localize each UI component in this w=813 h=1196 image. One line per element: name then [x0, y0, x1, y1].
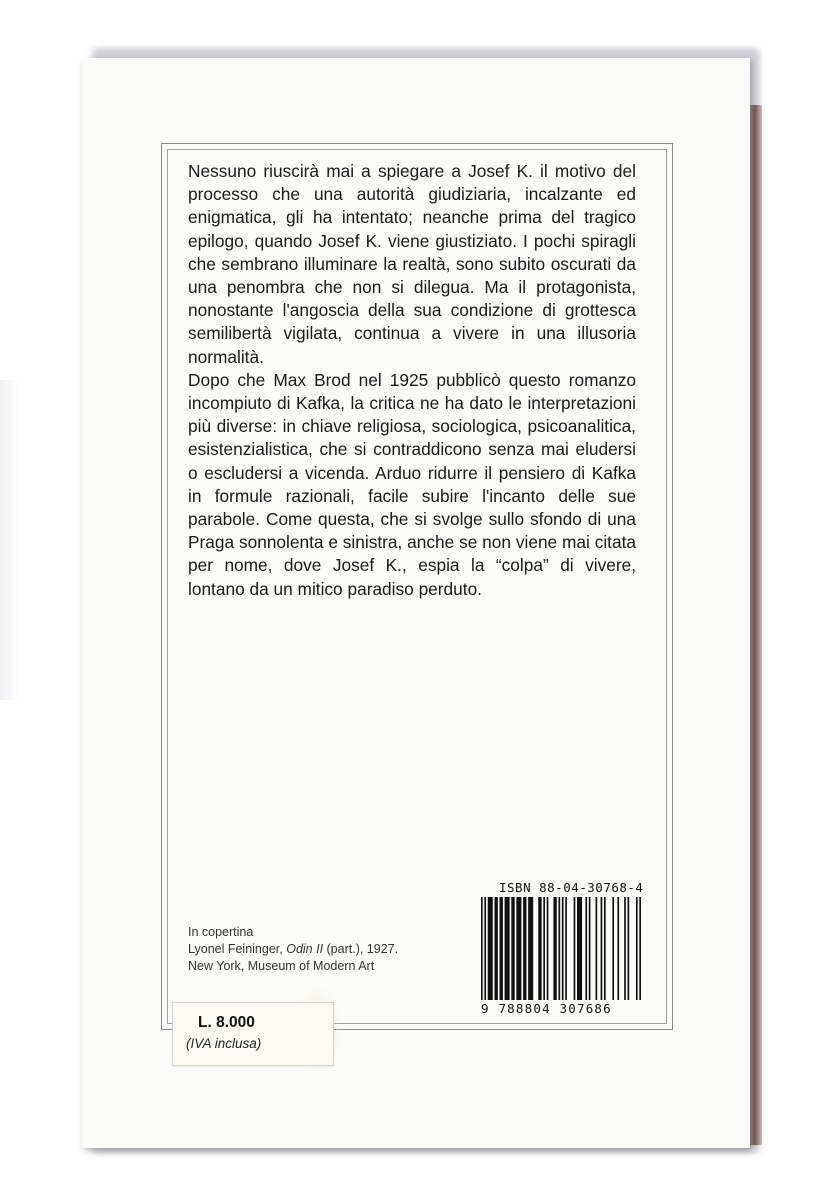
barcode-bar	[624, 897, 626, 1000]
barcode-bar	[612, 897, 614, 1000]
barcode-bar	[494, 897, 497, 1000]
credits-artist: Lyonel Feininger,	[188, 942, 287, 956]
vat-note: (IVA inclusa)	[186, 1036, 262, 1051]
barcode-bar	[617, 897, 619, 1000]
credits-artwork-line	[188, 941, 398, 958]
ean-digits: 9 788804 307686	[481, 1001, 612, 1016]
back-cover-blurb	[188, 160, 636, 601]
barcode-bar	[511, 897, 514, 1000]
barcode-bar	[604, 897, 606, 1000]
barcode-bar	[505, 897, 510, 1000]
barcode-bar	[528, 897, 533, 1000]
book-spine	[748, 105, 762, 1145]
barcode-bar	[516, 897, 521, 1000]
barcode-bar	[547, 897, 549, 1000]
barcode-bar	[565, 897, 567, 1000]
barcode-bar	[577, 897, 582, 1000]
barcode-bar	[585, 897, 587, 1000]
barcode-bar	[639, 897, 641, 1000]
barcode-bar	[553, 897, 556, 1000]
barcode-bar	[481, 897, 483, 1000]
barcode-bar	[589, 897, 591, 1000]
cover-credits	[188, 924, 398, 975]
barcode-bar	[574, 897, 576, 1000]
barcode-bar	[562, 897, 564, 1000]
barcode-bar	[523, 897, 526, 1000]
isbn-label: ISBN 88-04-30768-4	[499, 880, 644, 895]
barcode-bar	[601, 897, 603, 1000]
barcode-bar	[484, 897, 486, 1000]
credits-artwork-suffix: (part.), 1927.	[323, 942, 399, 956]
barcode-bar	[538, 897, 541, 1000]
barcode-bar	[488, 897, 493, 1000]
credits-heading: In copertina	[188, 925, 254, 939]
barcode-bar	[596, 897, 598, 1000]
barcode-bar	[636, 897, 638, 1000]
barcode-bar	[628, 897, 630, 1000]
price-sticker	[172, 1002, 334, 1066]
background-smudge	[0, 380, 20, 700]
credits-location: New York, Museum of Modern Art	[188, 959, 375, 973]
price-amount: L. 8.000	[198, 1014, 255, 1031]
barcode-bar	[500, 897, 503, 1000]
barcode-bar	[543, 897, 545, 1000]
blurb-paragraph-1: Nessuno riuscirà mai a spiegare a Josef K. il motivo del processo che una autorità giudiziaria, incalzante ed enigmatica, gli ha intentato; neanche prima del tragico epilogo, quando Josef K. viene giustiziato. I pochi spiragli che sembrano illuminare la realtà, sono subito oscurati da una penombra che non si dilegua. Ma il protagonista, nonostante l'angoscia della sua condizione di grottesca semilibertà vigilata, continua a vivere in una illusoria normalità.	[188, 161, 636, 367]
credits-artwork-title: Odin II	[286, 942, 324, 956]
barcode-bar	[558, 897, 560, 1000]
barcode	[481, 897, 641, 1000]
blurb-paragraph-2: Dopo che Max Brod nel 1925 pubblicò questo romanzo incompiuto di Kafka, la critica ne ha dato le interpretazioni più diverse: in chiave religiosa, sociologica, psicoanalitica, esistenzialistica, che si contraddicono senza mai eludersi o escludersi a vicenda. Arduo ridurre il pensiero di Kafka in formule razionali, facile subire l'incanto delle sue parabole. Come questa, che si svolge sullo sfondo di una Praga sonnolenta e sinistra, anche se non viene mai citata per nome, dove Josef K., espia la “colpa” di vivere, lontano da un mitico paradiso perduto.	[188, 369, 636, 599]
